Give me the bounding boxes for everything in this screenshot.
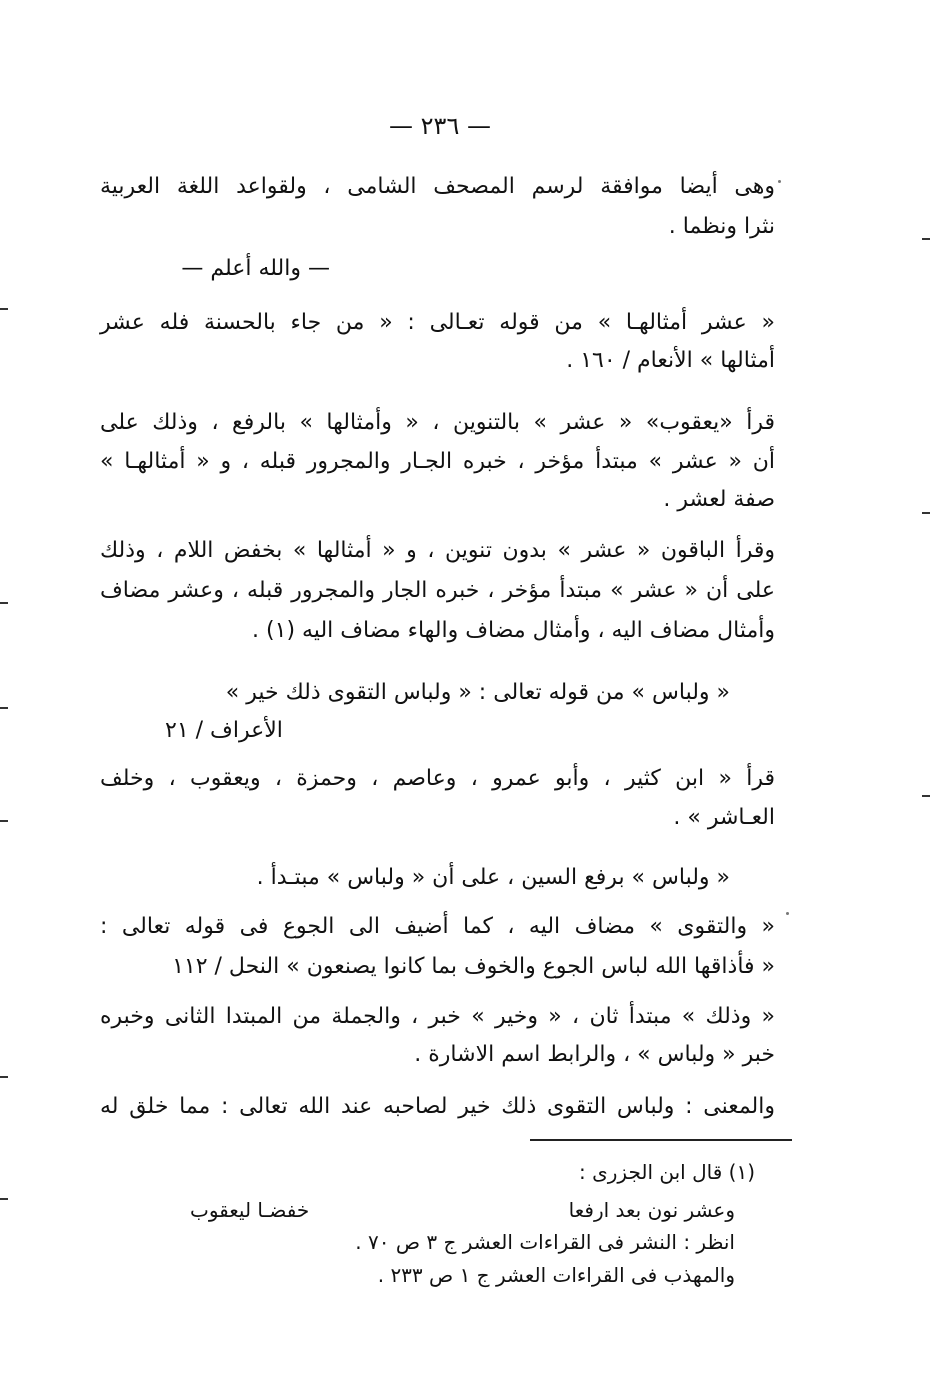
margin-mark bbox=[922, 238, 930, 240]
text-line-11: وأمثال مضاف اليه ، وأمثال مضاف والهاء مضاف اليه (١) . bbox=[252, 618, 775, 643]
footnote-verse-first-half: وعشر نون بعد ارفعا bbox=[568, 1198, 735, 1222]
scan-speck bbox=[786, 912, 789, 915]
margin-mark bbox=[0, 308, 8, 310]
text-line-20: خبر « ولباس » ، والرابط اسم الاشارة . bbox=[414, 1042, 775, 1067]
margin-mark bbox=[0, 1198, 8, 1200]
text-line-7: أن « عشر » مبتدأ مؤخر ، خبره الجـار والمجرور قبله ، و « أمثالهـا » bbox=[100, 449, 775, 474]
text-line-4: « عشر أمثالهـا » من قوله تعـالى : « من جاء بالحسنة فله عشر bbox=[100, 310, 775, 335]
text-line-6: قرأ «يعقوب» « عشر » بالتنوين ، « وأمثالها » بالرفع ، وذلك على bbox=[100, 410, 775, 435]
text-line-16: « ولباس » برفع السين ، على أن « ولباس » مبتـدأ . bbox=[256, 865, 730, 890]
margin-mark bbox=[0, 602, 8, 604]
footnote-verse-second-half: خفضـا ليعقوب bbox=[190, 1198, 310, 1222]
text-line-2: نثرا ونظما . bbox=[668, 214, 775, 239]
margin-mark bbox=[922, 512, 930, 514]
text-line-18: « فأذاقها الله لباس الجوع والخوف بما كانوا يصنعون » النحل / ١١٢ bbox=[172, 954, 775, 979]
margin-mark bbox=[0, 1076, 8, 1078]
margin-mark bbox=[922, 795, 930, 797]
margin-mark bbox=[0, 820, 8, 822]
text-line-5: أمثالها » الأنعام / ١٦٠ . bbox=[566, 348, 775, 373]
text-line-8: صفة لعشر . bbox=[663, 487, 775, 512]
verse-reference: الأعراف / ٢١ bbox=[165, 718, 283, 743]
text-line-21: والمعنى : ولباس التقوى ذلك خير لصاحبه عند الله تعالى : مما خلق له bbox=[100, 1094, 775, 1119]
text-line-19: « وذلك » مبتدأ ثان ، « وخير » خبر ، والجملة من المبتدا الثانى وخبره bbox=[100, 1004, 775, 1029]
page-number: — ٢٣٦ — bbox=[389, 112, 491, 140]
text-line-17: « والتقوى » مضاف اليه ، كما أضيف الى الجوع فى قوله تعالى : bbox=[100, 914, 775, 939]
text-line-12: « ولباس » من قوله تعالى : « ولباس التقوى ذلك خير » bbox=[225, 680, 730, 705]
text-line-1: وهى أيضا موافقة لرسم المصحف الشامى ، ولقواعد اللغة العربية bbox=[100, 174, 775, 199]
footnote-divider bbox=[530, 1139, 792, 1141]
footnote-line-3: انظر : النشر فى القراءات العشر ج ٣ ص ٧٠ . bbox=[355, 1230, 735, 1254]
scan-speck bbox=[778, 180, 781, 183]
text-line-15: العـاشر » . bbox=[673, 805, 775, 830]
closing-phrase: — والله أعلم — bbox=[181, 256, 330, 281]
text-line-10: على أن « عشر » مبتدأ مؤخر ، خبره الجار والمجرور قبله ، وعشر مضاف bbox=[100, 578, 775, 603]
footnote-line-4: والمهذب فى القراءات العشر ج ١ ص ٢٣٣ . bbox=[377, 1263, 735, 1287]
text-line-14: قرأ « ابن كثير ، وأبو عمرو ، وعاصم ، وحمزة ، ويعقوب ، وخلف bbox=[100, 766, 775, 791]
text-line-9: وقرأ الباقون « عشر » بدون تنوين ، و « أمثالها » بخفض اللام ، وذلك bbox=[100, 538, 775, 563]
footnote-line-1: (١) قال ابن الجزرى : bbox=[579, 1160, 755, 1184]
margin-mark bbox=[0, 707, 8, 709]
